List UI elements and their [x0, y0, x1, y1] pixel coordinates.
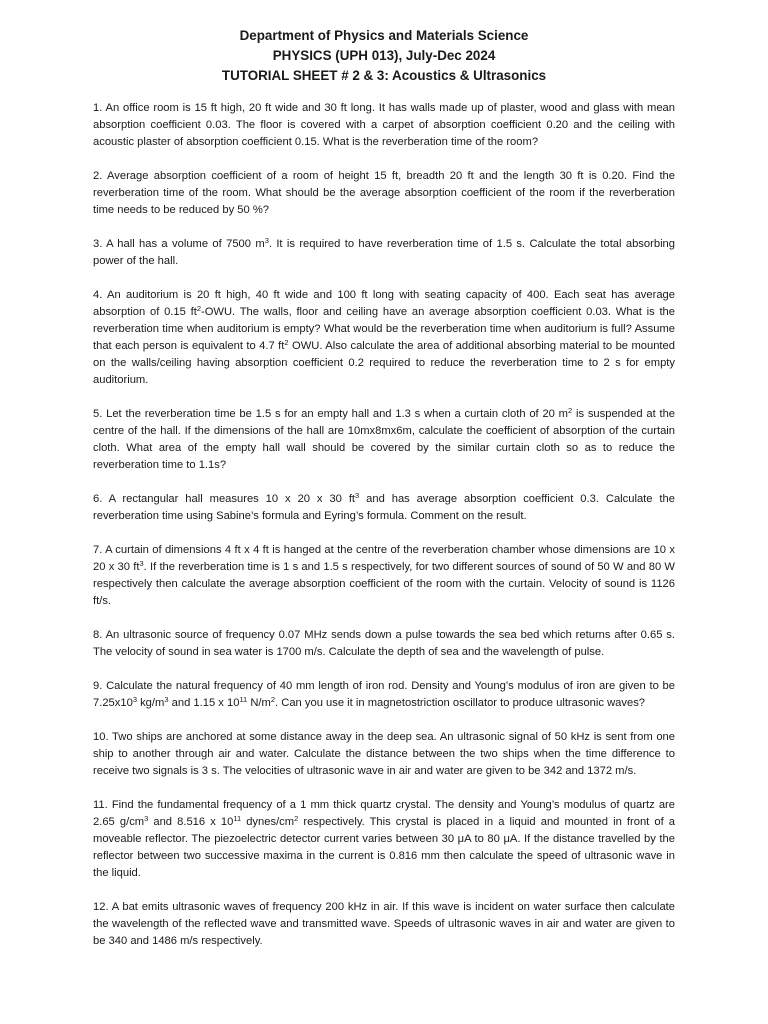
- question-text: 6. A rectangular hall measures 10 x 20 x 30 ft: [93, 493, 356, 505]
- question-text: N/m: [247, 697, 271, 709]
- question-text: 1. An office room is 15 ft high, 20 ft wide and 30 ft long. It has walls made up of plaster, wood and glass with mean absorption coefficient 0.03. The floor is covered with a carpet of absorption coefficient 0.20 and the ceiling with acoustic plaster of absorption coefficient 0.15. What is the reverberation time of the room?: [93, 102, 675, 148]
- sheet-title: TUTORIAL SHEET # 2 & 3: Acoustics & Ultrasonics: [221, 68, 547, 83]
- question-3: [93, 236, 675, 270]
- question-text: respectively. This crystal is placed in a liquid and mounted in front of a moveable reflector. The piezoelectric detector current varies between 30 μA to 80 μA. If the distance travelled by the reflector between two successive maxima in the current is 0.816 mm then calculate the speed of ultrasonic wave in the liquid.: [93, 816, 675, 879]
- question-text: . Can you use it in magnetostriction oscillator to produce ultrasonic waves?: [275, 697, 646, 709]
- question-5: [93, 406, 675, 474]
- question-text: is suspended at the centre of the hall. If the dimensions of the hall are 10mx8mx6m, calculate the coefficient of absorption of the curtain cloth. What area of the empty hall wall should be covered by the similar curtain cloth so as to reduce the reverberation time to 1.1s?: [93, 408, 676, 471]
- question-text: 12. A bat emits ultrasonic waves of frequency 200 kHz in air. If this wave is incident on water surface then calculate the wavelength of the reflected wave and transmitted wave. Speeds of ultrasonic waves in air and water are given to be 340 and 1486 m/s respectively.: [93, 901, 675, 947]
- superscript: 2: [294, 814, 299, 823]
- superscript: 2: [284, 338, 289, 347]
- question-text: 8. An ultrasonic source of frequency 0.07 MHz sends down a pulse towards the sea bed which returns after 0.65 s. The velocity of sound in sea water is 1700 m/s. Calculate the depth of sea and the wavelength of pulse.: [93, 629, 675, 658]
- question-7: [93, 542, 675, 610]
- course-title: PHYSICS (UPH 013), July-Dec 2024: [272, 48, 496, 63]
- superscript: 11: [233, 814, 242, 823]
- question-6: [93, 491, 675, 525]
- question-text: 9. Calculate the natural frequency of 40 mm length of iron rod. Density and Young’s modulus of iron are given to be 7.25x10: [93, 680, 675, 709]
- question-10: [93, 729, 675, 780]
- question-text: 7. A curtain of dimensions 4 ft x 4 ft is hanged at the centre of the reverberation chamber whose dimensions are 10 x 20 x 30 ft: [93, 544, 675, 573]
- sheet-header: [93, 26, 675, 86]
- superscript: 3: [264, 236, 269, 245]
- question-text: dynes/cm: [241, 816, 295, 828]
- question-12: [93, 899, 675, 950]
- question-4: [93, 287, 675, 389]
- question-text: 11. Find the fundamental frequency of a 1 mm thick quartz crystal. The density and Young’s modulus of quartz are 2.65 g/cm: [93, 799, 675, 828]
- question-text: 5. Let the reverberation time be 1.5 s for an empty hall and 1.3 s when a curtain cloth of 20 m: [93, 408, 568, 420]
- question-text: . If the reverberation time is 1 s and 1.5 s respectively, for two different sources of sound of 50 W and 80 W respectively then calculate the average absorption coefficient of the room with the curtain. Velocity of sound is 1126 ft/s.: [93, 561, 675, 607]
- question-text: 3. A hall has a volume of 7500 m: [93, 238, 265, 250]
- question-text: kg/m: [136, 697, 165, 709]
- question-11: [93, 797, 675, 882]
- question-text: and 8.516 x 10: [148, 816, 234, 828]
- department-title: Department of Physics and Materials Science: [239, 28, 529, 43]
- question-text: -OWU. The walls, floor and ceiling have an average absorption coefficient 0.03. What is the reverberation time when auditorium is empty? What would be the reverberation time when auditorium is full? Assume that each person is equivalent to 4.7 ft: [93, 306, 675, 352]
- superscript: 3: [164, 695, 169, 704]
- question-list: [93, 100, 675, 950]
- question-text: and has average absorption coefficient 0.3. Calculate the reverberation time using Sabine’s formula and Eyring’s formula. Comment on the result.: [93, 493, 675, 522]
- question-text: . It is required to have reverberation time of 1.5 s. Calculate the total absorbing power of the hall.: [93, 238, 675, 267]
- question-text: 10. Two ships are anchored at some distance away in the deep sea. An ultrasonic signal of 50 kHz is sent from one ship to another through air and water. Calculate the distance between the two ships when the time difference to receive two signals is 3 s. The velocities of ultrasonic wave in air and water are given to be 342 and 1372 m/s.: [93, 731, 675, 777]
- superscript: 3: [144, 814, 149, 823]
- superscript: 11: [239, 695, 248, 704]
- superscript: 3: [132, 695, 137, 704]
- superscript: 2: [196, 304, 201, 313]
- question-2: [93, 168, 675, 219]
- question-9: [93, 678, 675, 712]
- superscript: 2: [270, 695, 276, 704]
- superscript: 3: [355, 491, 360, 500]
- question-text: and 1.15 x 10: [168, 697, 240, 709]
- question-text: OWU. Also calculate the area of additional absorbing material to be mounted on the walls/ceiling having absorption coefficient 0.2 required to reduce the reverberation time to 2 s for empty auditorium.: [93, 340, 675, 386]
- question-8: [93, 627, 675, 661]
- question-1: [93, 100, 675, 151]
- superscript: 2: [568, 406, 573, 415]
- question-text: 4. An auditorium is 20 ft high, 40 ft wide and 100 ft long with seating capacity of 400. Each seat has average absorption of 0.15 ft: [93, 289, 675, 318]
- question-text: 2. Average absorption coefficient of a room of height 15 ft, breadth 20 ft and the length 30 ft is 0.20. Find the reverberation time of the room. What should be the average absorption coefficient of the room if the reverberation time needs to be reduced by 50 %?: [93, 170, 675, 216]
- superscript: 3: [139, 559, 144, 568]
